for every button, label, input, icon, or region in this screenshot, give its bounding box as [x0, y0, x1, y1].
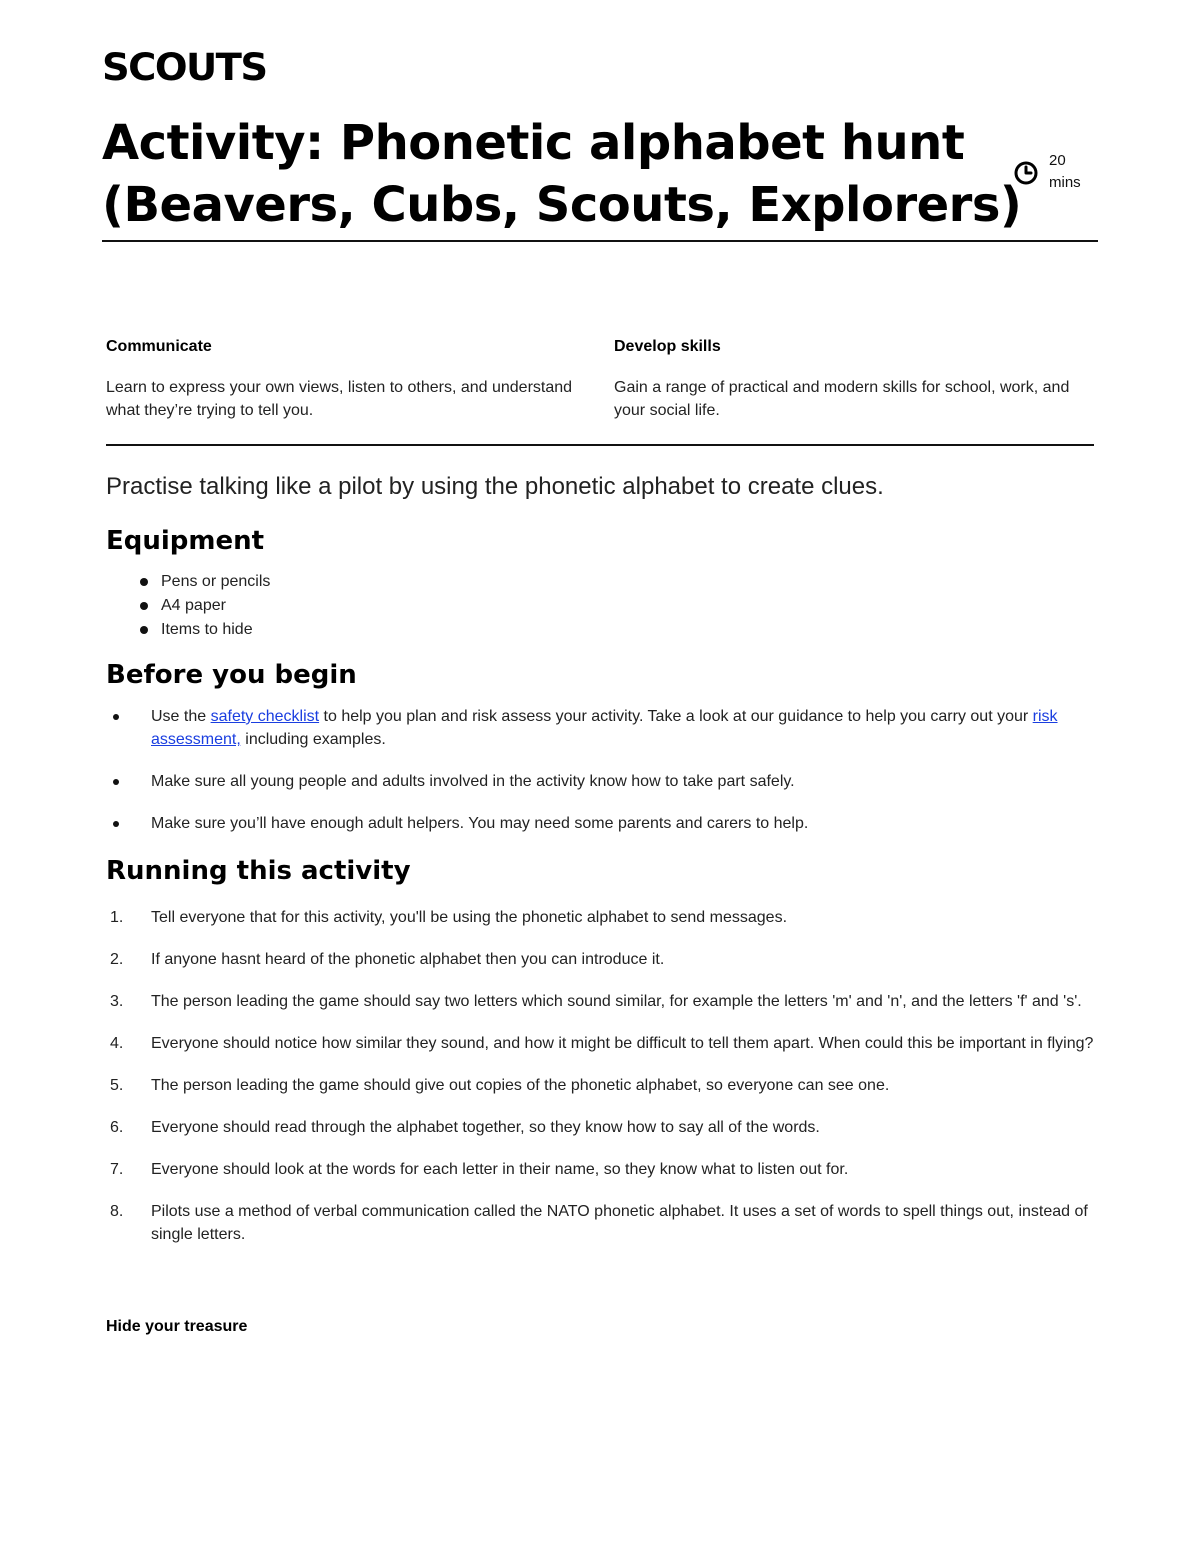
page-title	[102, 112, 1022, 236]
step-item	[106, 990, 1096, 1013]
step-number: 8.	[110, 1203, 124, 1220]
duration-text	[1049, 150, 1109, 194]
step-item	[106, 1200, 1096, 1246]
clock-icon	[1013, 160, 1039, 186]
equipment-item: A4 paper	[106, 594, 270, 618]
skills-divider	[106, 444, 1094, 446]
step-number: 2.	[110, 951, 124, 968]
step-text: The person leading the game should say two letters which sound similar, for example the letters 'm' and 'n', and the letters 'f' and 's'.	[151, 993, 1082, 1010]
scouts-logo: SCOUTS	[102, 46, 267, 89]
before-you-begin-heading: Before you begin	[106, 660, 357, 690]
equipment-list	[106, 570, 270, 642]
step-item	[106, 906, 1096, 929]
step-number: 4.	[110, 1035, 124, 1052]
duration-value: 20	[1049, 152, 1066, 169]
skill-communicate	[106, 336, 576, 422]
before-item-safety	[106, 705, 1096, 751]
step-text: If anyone hasnt heard of the phonetic alphabet then you can introduce it.	[151, 951, 665, 968]
running-steps-list	[106, 906, 1096, 1265]
equipment-item: Items to hide	[106, 618, 270, 642]
step-text: Pilots use a method of verbal communication called the NATO phonetic alphabet. It uses a set of words to spell things out, instead of single letters.	[151, 1203, 1088, 1243]
running-activity-heading: Running this activity	[106, 856, 411, 886]
step-number: 5.	[110, 1077, 124, 1094]
before-item-take-part-safely: Make sure all young people and adults involved in the activity know how to take part safely.	[106, 770, 1096, 793]
step-item	[106, 1074, 1096, 1097]
step-text: Everyone should look at the words for each letter in their name, so they know what to listen out for.	[151, 1161, 849, 1178]
page-title-line-2: (Beavers, Cubs, Scouts, Explorers)	[102, 177, 1022, 233]
step-text: Everyone should notice how similar they sound, and how it might be difficult to tell them apart. When could this be important in flying?	[151, 1035, 1094, 1052]
skill-title: Develop skills	[614, 338, 721, 355]
safety-checklist-link[interactable]: safety checklist	[210, 708, 320, 725]
intro-text: Practise talking like a pilot by using the phonetic alphabet to create clues.	[106, 473, 884, 500]
duration-unit: mins	[1049, 174, 1081, 191]
step-item	[106, 948, 1096, 971]
skill-title: Communicate	[106, 338, 212, 355]
step-item	[106, 1032, 1096, 1055]
step-text: Tell everyone that for this activity, you'll be using the phonetic alphabet to send messages.	[151, 909, 788, 926]
text-segment: including examples.	[240, 731, 386, 748]
step-item	[106, 1116, 1096, 1139]
page-title-line-1: Activity: Phonetic alphabet hunt	[102, 115, 965, 171]
step-text: The person leading the game should give out copies of the phonetic alphabet, so everyone can see one.	[151, 1077, 890, 1094]
skill-develop-skills	[614, 336, 1084, 422]
step-number: 3.	[110, 993, 124, 1010]
step-number: 7.	[110, 1161, 124, 1178]
equipment-heading: Equipment	[106, 526, 265, 556]
title-divider	[102, 240, 1098, 242]
step-number: 6.	[110, 1119, 124, 1136]
skill-description: Learn to express your own views, listen to others, and understand what they’re trying to tell you.	[106, 379, 573, 419]
step-item	[106, 1158, 1096, 1181]
risk-assessment-link[interactable]: risk assessment,	[151, 708, 1058, 748]
text-segment: to help you plan and risk assess your activity. Take a look at our guidance to help you carry out your	[319, 708, 1033, 725]
text-segment: Use the	[151, 708, 211, 725]
before-item-adult-helpers: Make sure you’ll have enough adult helpers. You may need some parents and carers to help.	[106, 812, 1096, 835]
hide-treasure-subheading: Hide your treasure	[106, 1318, 248, 1335]
before-you-begin-list	[106, 705, 1096, 854]
step-text: Everyone should read through the alphabet together, so they know how to say all of the words.	[151, 1119, 820, 1136]
equipment-item: Pens or pencils	[106, 570, 270, 594]
step-number: 1.	[110, 909, 124, 926]
skill-description: Gain a range of practical and modern skills for school, work, and your social life.	[614, 379, 1070, 419]
